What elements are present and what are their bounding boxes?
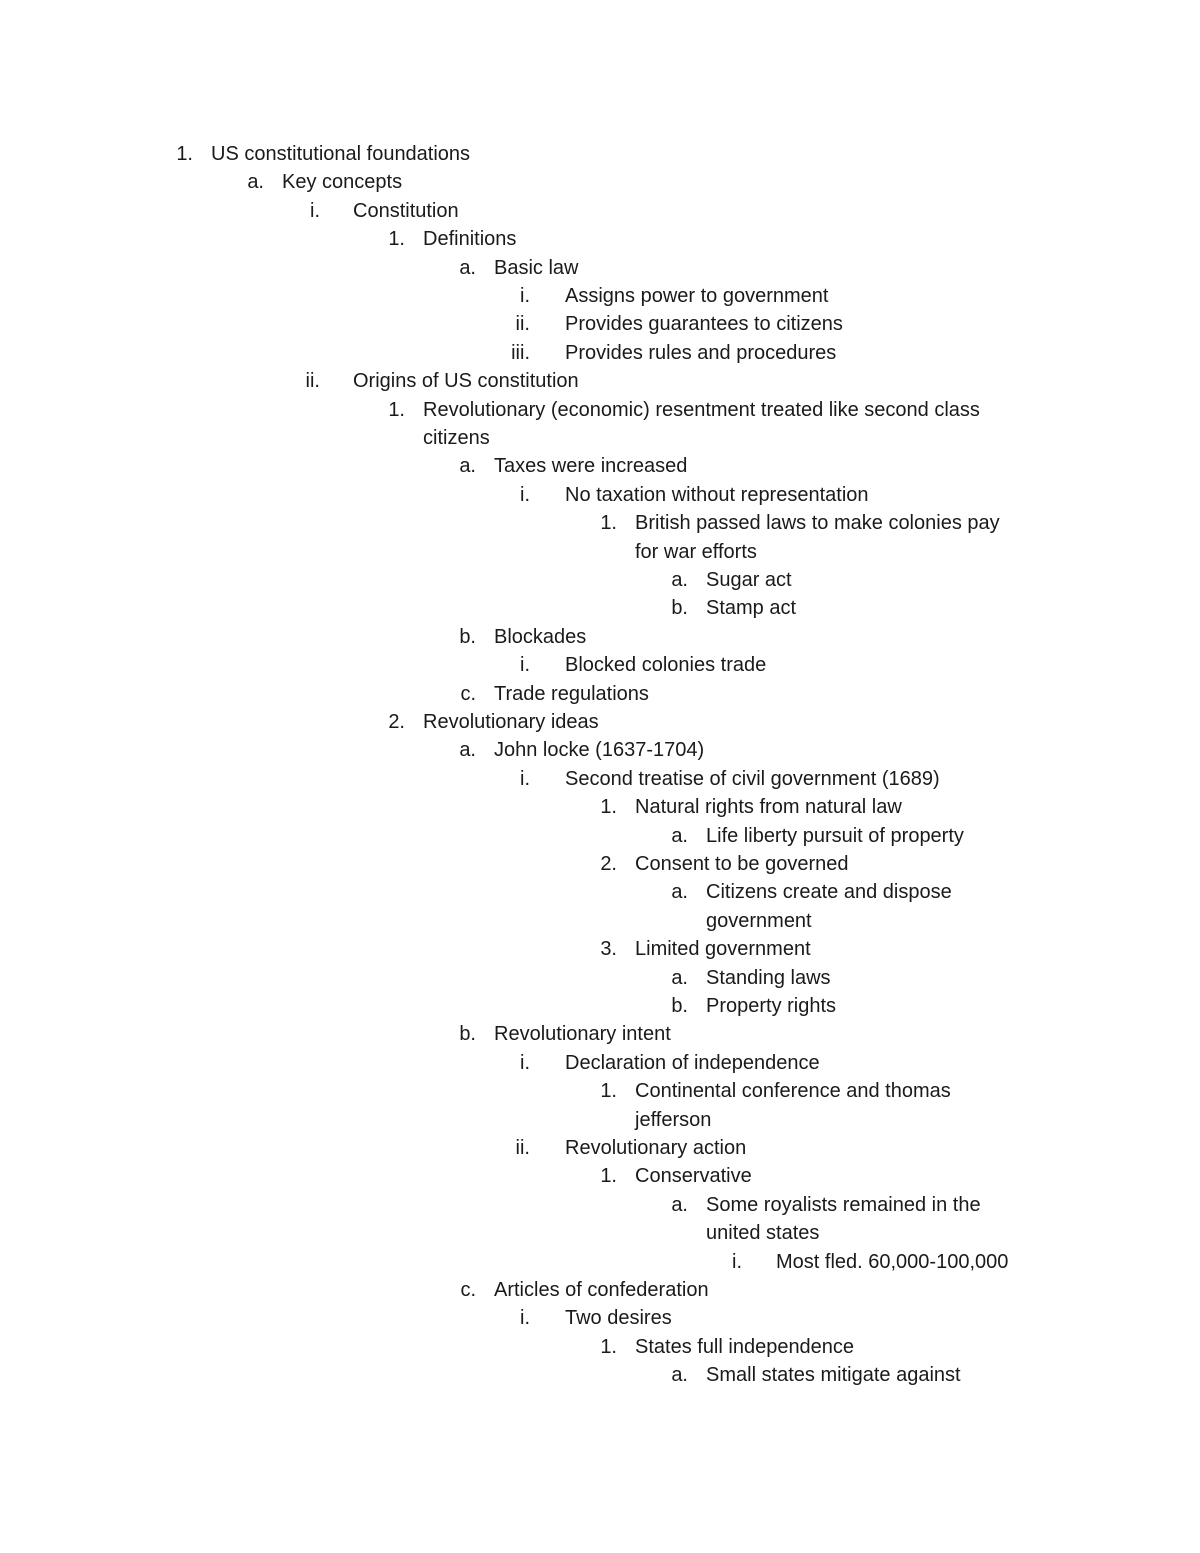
list-marker: 1. (600, 512, 617, 535)
outline-item-text: Revolutionary action (565, 1137, 747, 1159)
list-marker: i. (520, 285, 530, 307)
outline-item-text: Definitions (423, 228, 517, 251)
list-marker: iii. (511, 341, 530, 364)
list-marker: 3. (600, 938, 617, 961)
outline-item-text: Limited government (635, 938, 811, 961)
outline-item (0, 452, 1200, 480)
list-marker: a. (247, 171, 264, 194)
list-marker: 1. (600, 1335, 617, 1358)
outline-item-text: States full independence (635, 1335, 855, 1358)
outline-item (0, 396, 1200, 453)
list-marker: 1. (176, 143, 193, 165)
list-marker: i. (520, 483, 530, 506)
list-marker: 2. (388, 711, 405, 733)
outline-item (0, 964, 1200, 992)
outline-item (0, 339, 1200, 367)
outline-item (0, 1276, 1200, 1304)
outline-item-text: US constitutional foundations (211, 143, 471, 165)
outline-item-text: Basic law (494, 256, 579, 279)
outline-item (0, 1162, 1200, 1190)
outline-item-text: Natural rights from natural law (635, 796, 902, 819)
outline-item (0, 168, 1200, 196)
outline-item (0, 1077, 1200, 1134)
outline-item-text: Sugar act (706, 569, 792, 591)
outline-item-text: Stamp act (706, 597, 797, 620)
outline-item (0, 254, 1200, 282)
outline-item-text: citizens (423, 426, 490, 449)
outline-item (0, 566, 1200, 594)
list-marker: 1. (600, 1080, 617, 1103)
outline-item (0, 822, 1200, 850)
outline-item-text: government (706, 909, 812, 932)
outline-item-text: Standing laws (706, 966, 831, 989)
list-marker: a. (459, 739, 476, 762)
outline-item-text: Provides guarantees to citizens (565, 313, 843, 336)
outline-item (0, 1304, 1200, 1332)
list-marker: 1. (388, 228, 405, 251)
outline-item-text: Taxes were increased (494, 455, 688, 478)
list-marker: 2. (600, 853, 617, 875)
outline-item-text: Origins of US constitution (353, 370, 579, 393)
list-marker: a. (671, 569, 688, 591)
list-marker: i. (520, 767, 530, 790)
list-marker: 1. (600, 1165, 617, 1188)
outline-item-text: Provides rules and procedures (565, 341, 837, 364)
outline-item-text: jefferson (635, 1108, 712, 1131)
outline-item-text: Property rights (706, 995, 837, 1017)
outline-item (0, 623, 1200, 651)
list-marker: 1. (600, 796, 617, 819)
outline-item-text: Some royalists remained in the (706, 1193, 981, 1216)
outline-item-text: Second treatise of civil government (1689) (565, 767, 940, 790)
outline-item (0, 1333, 1200, 1361)
outline-item (0, 992, 1200, 1020)
outline-item (0, 878, 1200, 935)
outline-item-text: Articles of confederation (494, 1279, 709, 1301)
outline-item-text: Assigns power to government (565, 285, 829, 307)
outline-item (0, 140, 1200, 168)
outline-item-text: British passed laws to make colonies pay (635, 512, 1000, 535)
outline-item (0, 1049, 1200, 1077)
outline-item (0, 282, 1200, 310)
outline-item-text: Most fled. 60,000-100,000 (776, 1250, 1009, 1273)
outline-item-text: Small states mitigate against (706, 1364, 961, 1387)
list-marker: i. (310, 199, 320, 222)
list-marker: i. (732, 1250, 742, 1273)
outline-item (0, 310, 1200, 338)
list-marker: b. (671, 995, 688, 1017)
outline-item (0, 651, 1200, 679)
outline-item (0, 367, 1200, 395)
outline-item (0, 594, 1200, 622)
outline-item (0, 850, 1200, 878)
outline-item-text: Revolutionary intent (494, 1023, 671, 1046)
outline-item-text: Conservative (635, 1165, 752, 1188)
outline-item (0, 1191, 1200, 1248)
outline-item-text: Blockades (494, 625, 587, 648)
outline-item-text: No taxation without representation (565, 483, 869, 506)
list-marker: a. (671, 966, 688, 989)
outline-item (0, 935, 1200, 963)
outline-item (0, 509, 1200, 566)
outline-item (0, 225, 1200, 253)
outline-item (0, 680, 1200, 708)
outline-item-text: Blocked colonies trade (565, 654, 767, 677)
outline-item-text: Consent to be governed (635, 853, 849, 875)
list-marker: i. (520, 1051, 530, 1074)
list-marker: c. (460, 1279, 476, 1301)
outline-item (0, 793, 1200, 821)
outline-item (0, 1361, 1200, 1389)
outline-item-text: Trade regulations (494, 682, 649, 705)
outline-item-text: John locke (1637-1704) (494, 739, 705, 762)
outline-item-text: Continental conference and thomas (635, 1080, 951, 1103)
list-marker: b. (459, 625, 476, 648)
outline-item (0, 1020, 1200, 1048)
outline-item-text: Constitution (353, 199, 459, 222)
outline-item-text: Declaration of independence (565, 1051, 820, 1074)
outline-item-text: Two desires (565, 1307, 672, 1330)
outline-item-text: for war efforts (635, 540, 757, 563)
outline-item-text: united states (706, 1222, 820, 1245)
list-marker: i. (520, 1307, 530, 1330)
outline-item-text: Citizens create and dispose (706, 881, 952, 904)
outline-item (0, 197, 1200, 225)
outline-item (0, 481, 1200, 509)
list-marker: c. (460, 682, 476, 705)
outline-item-text: Key concepts (282, 171, 403, 194)
outline-item (0, 736, 1200, 764)
list-marker: a. (459, 256, 476, 279)
outline-item (0, 1248, 1200, 1276)
outline-item-text: Revolutionary (economic) resentment treated like second class (423, 398, 980, 421)
list-marker: ii. (515, 313, 530, 336)
list-marker: a. (671, 824, 688, 847)
list-marker: ii. (515, 1137, 530, 1159)
outline-item (0, 1134, 1200, 1162)
list-marker: a. (671, 1193, 688, 1216)
list-marker: i. (520, 654, 530, 677)
list-marker: ii. (305, 370, 320, 393)
outline-item-text: Revolutionary ideas (423, 711, 599, 733)
list-marker: a. (671, 881, 688, 904)
list-marker: a. (671, 1364, 688, 1387)
list-marker: b. (671, 597, 688, 620)
outline-item (0, 708, 1200, 736)
list-marker: a. (459, 455, 476, 478)
list-marker: 1. (388, 398, 405, 421)
outline-item (0, 765, 1200, 793)
outline-item-text: Life liberty pursuit of property (706, 824, 964, 847)
list-marker: b. (459, 1023, 476, 1046)
